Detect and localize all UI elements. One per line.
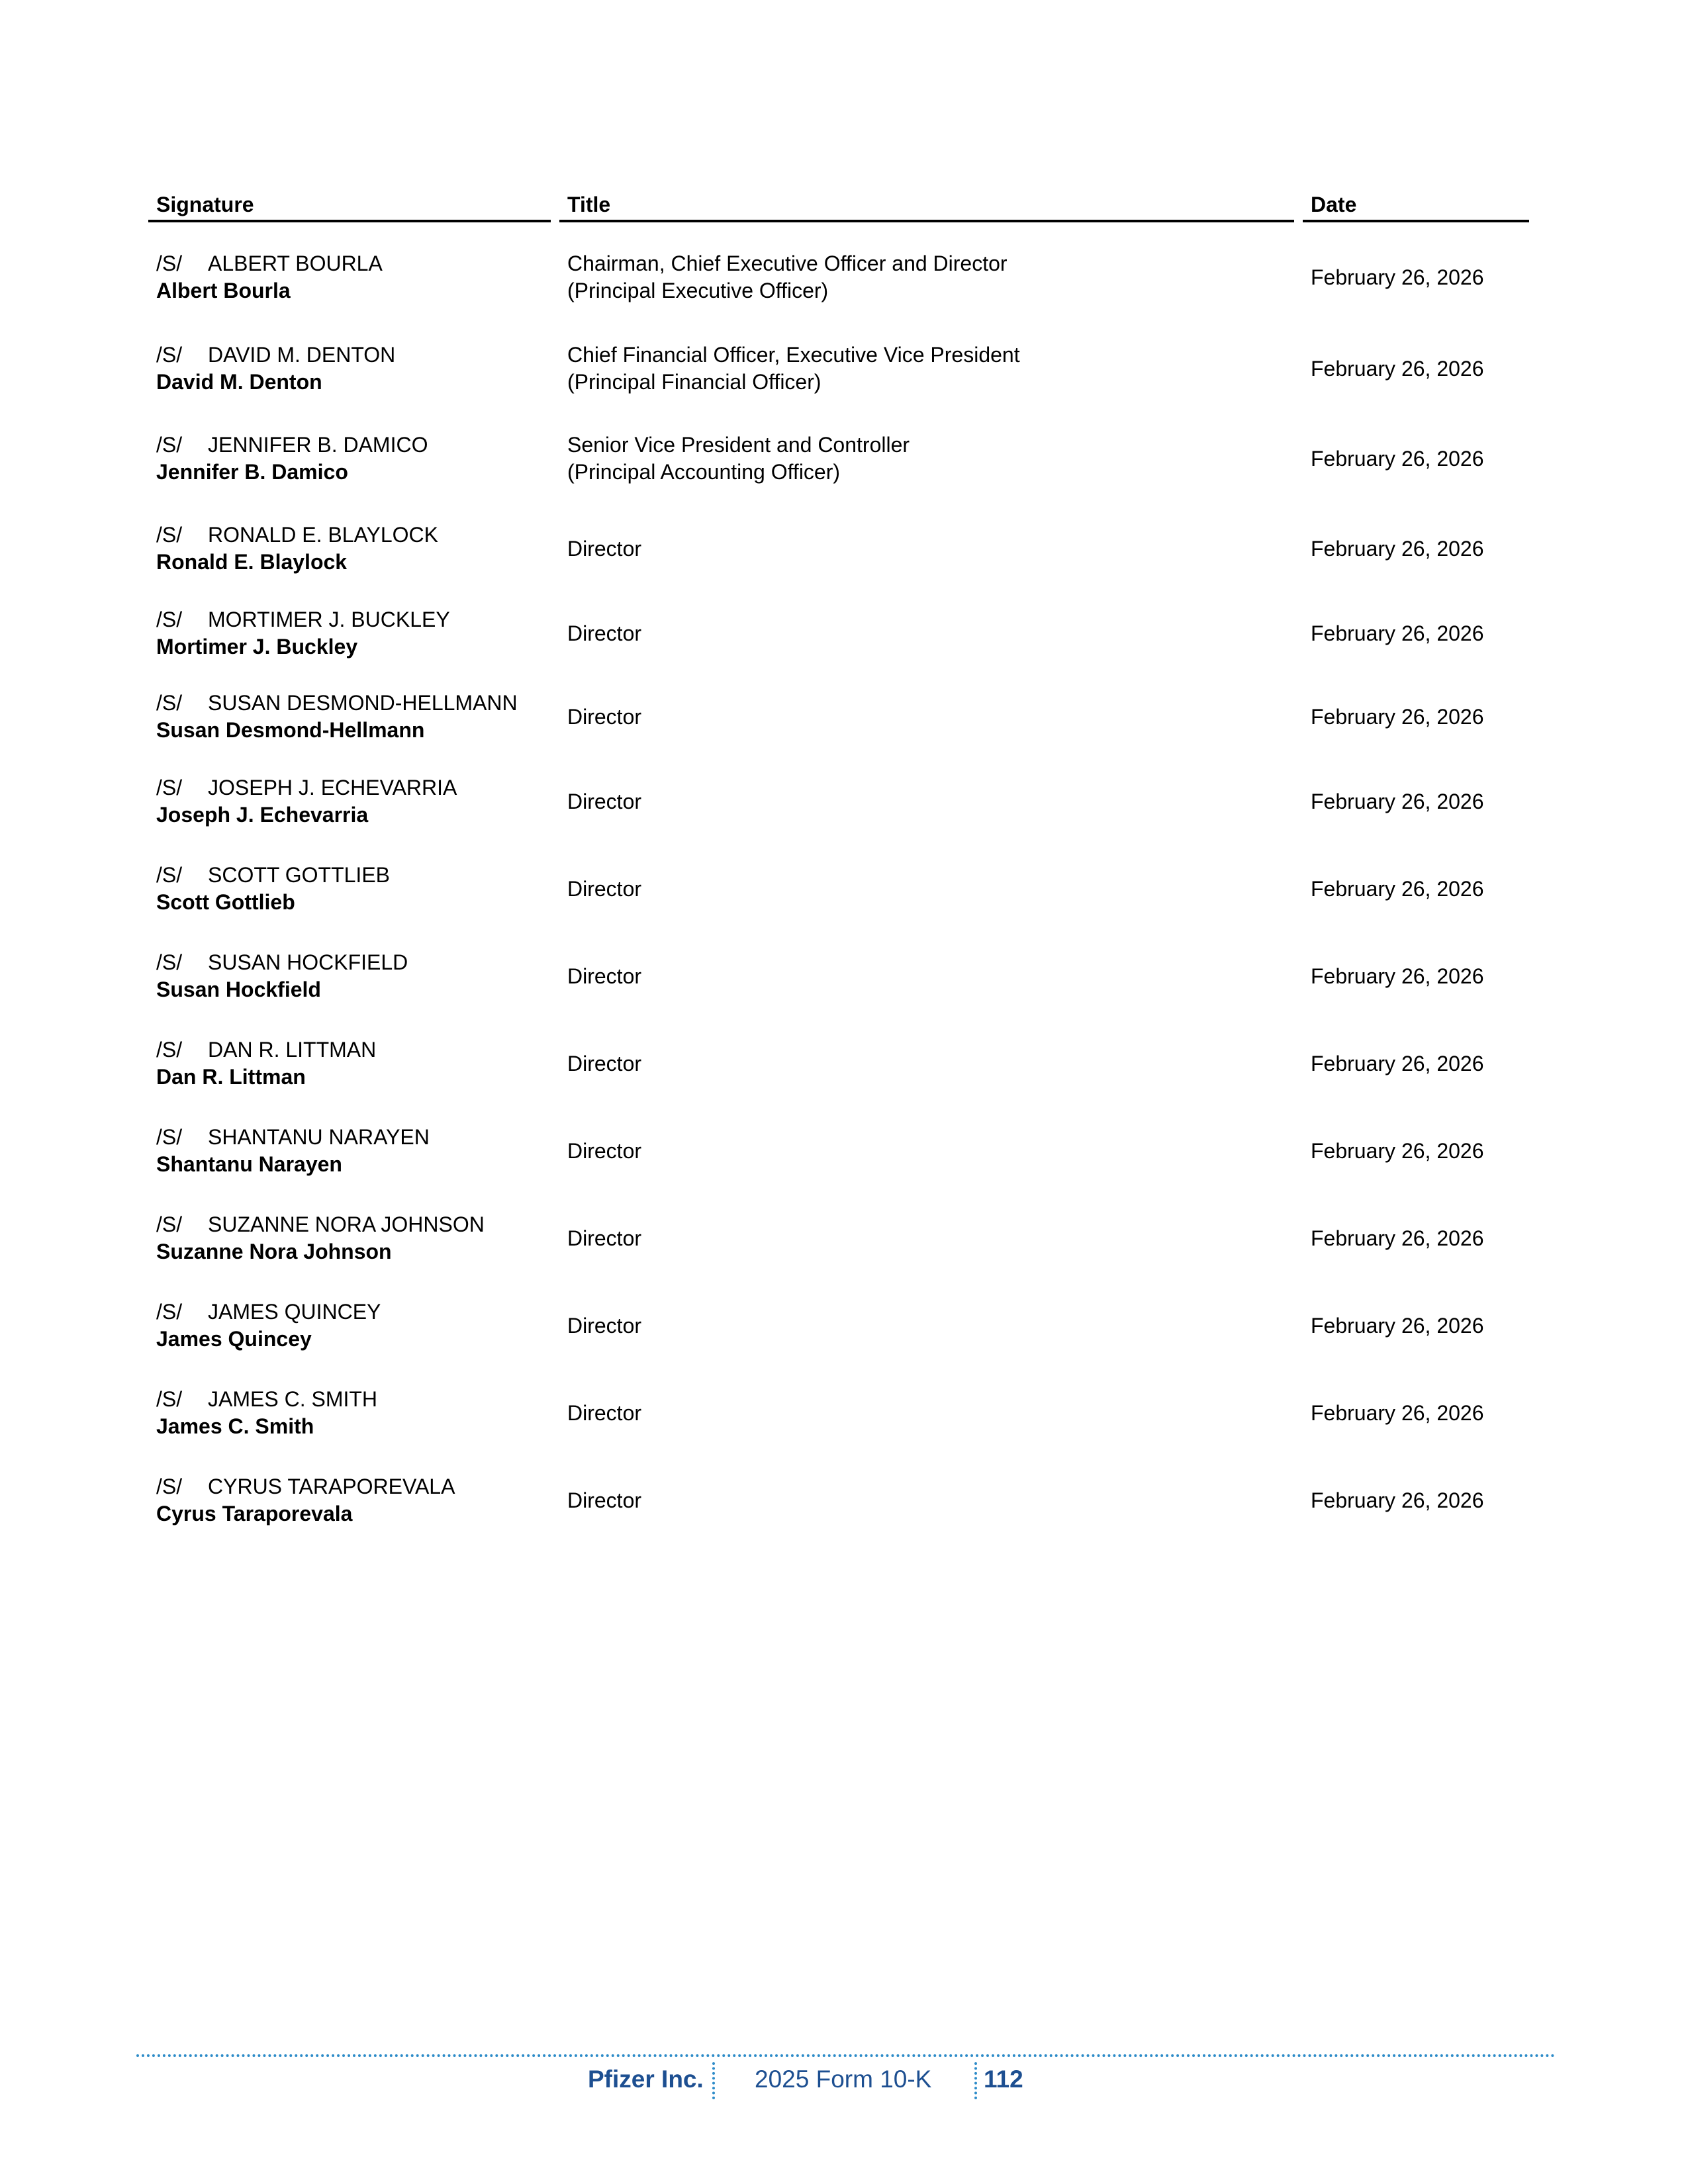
title-line-1: Director [567,704,642,729]
title-line-2: (Principal Executive Officer) [567,279,829,302]
signature-date: February 26, 2026 [1311,536,1484,561]
signer-name: Jennifer B. Damico [156,460,348,484]
signature-name-caps: SUSAN HOCKFIELD [208,950,408,974]
signature-name-caps: JAMES QUINCEY [208,1300,381,1324]
signature-name-caps: SHANTANU NARAYEN [208,1125,430,1149]
signature-date: February 26, 2026 [1311,356,1484,381]
date-cell [1311,690,1536,744]
signature-date: February 26, 2026 [1311,876,1484,901]
title-line-1: Director [567,1400,642,1425]
signature-row [0,949,1688,1003]
signature-name-caps: SCOTT GOTTLIEB [208,863,390,887]
signature-cell [156,1124,553,1178]
signature-mark: /S/ [156,1038,183,1062]
date-cell [1311,774,1536,829]
signature-cell [156,341,553,396]
signature-row [0,774,1688,829]
signature-name-caps: SUSAN DESMOND-HELLMANN [208,691,518,715]
signature-cell [156,774,553,829]
signature-name-caps: ALBERT BOURLA [208,251,383,275]
signature-cell [156,606,553,660]
signature-mark: /S/ [156,863,183,887]
signer-name: Suzanne Nora Johnson [156,1240,392,1263]
signer-name: Dan R. Littman [156,1065,306,1089]
footer-separator [974,2062,977,2099]
column-header-signature [148,187,551,222]
date-cell [1311,432,1536,486]
signature-date: February 26, 2026 [1311,1138,1484,1163]
signature-cell [156,1211,553,1265]
signature-cell [156,862,553,916]
signer-name: Albert Bourla [156,279,291,302]
signature-row [0,1473,1688,1527]
date-cell [1311,341,1536,396]
signature-date: February 26, 2026 [1311,1313,1484,1338]
signer-name: Susan Desmond-Hellmann [156,718,425,742]
signer-name: Susan Hockfield [156,978,321,1001]
signature-cell [156,522,553,576]
footer-company-name: Pfizer Inc. [588,2066,704,2093]
signature-mark: /S/ [156,1125,183,1149]
signature-row [0,432,1688,486]
signature-name-caps: CYRUS TARAPOREVALA [208,1475,455,1498]
date-cell [1311,1211,1536,1265]
signature-mark: /S/ [156,251,183,275]
signature-cell [156,1298,553,1353]
signature-date: February 26, 2026 [1311,704,1484,729]
title-line-1: Director [567,536,642,561]
signer-name: Ronald E. Blaylock [156,550,348,574]
signature-date: February 26, 2026 [1311,621,1484,645]
title-cell [567,606,1295,660]
signature-mark: /S/ [156,608,183,631]
title-cell [567,690,1295,744]
signature-cell [156,949,553,1003]
title-line-1: Director [567,876,642,901]
title-cell [567,1124,1295,1178]
title-line-1: Director [567,964,642,988]
date-cell [1311,1298,1536,1353]
title-line-1: Chief Financial Officer, Executive Vice President [567,343,1020,367]
signer-name: Mortimer J. Buckley [156,635,358,659]
signature-date: February 26, 2026 [1311,1051,1484,1075]
title-line-1: Director [567,1051,642,1075]
signature-name-caps: DAN R. LITTMAN [208,1038,377,1062]
signature-name-caps: MORTIMER J. BUCKLEY [208,608,450,631]
title-cell [567,1036,1295,1091]
title-line-2: (Principal Accounting Officer) [567,460,841,484]
signature-mark: /S/ [156,776,183,799]
date-cell [1311,606,1536,660]
page-footer [0,2060,1688,2099]
date-cell [1311,1473,1536,1527]
date-cell [1311,250,1536,304]
title-line-1: Director [567,1313,642,1338]
title-line-1: Director [567,1226,642,1250]
signature-row [0,1386,1688,1440]
date-cell [1311,1036,1536,1091]
signature-row [0,522,1688,576]
signature-row [0,341,1688,396]
signature-row [0,1211,1688,1265]
signature-row [0,862,1688,916]
signature-date: February 26, 2026 [1311,446,1484,471]
signature-row [0,1298,1688,1353]
date-cell [1311,949,1536,1003]
signer-name: Scott Gottlieb [156,890,295,914]
signature-cell [156,250,553,304]
signature-mark: /S/ [156,523,183,547]
signature-date: February 26, 2026 [1311,1488,1484,1512]
signer-name: David M. Denton [156,370,322,394]
signer-name: Joseph J. Echevarria [156,803,369,827]
column-header-title-label: Title [567,193,611,216]
date-cell [1311,1386,1536,1440]
signature-date: February 26, 2026 [1311,1226,1484,1250]
signature-mark: /S/ [156,1475,183,1498]
signature-name-caps: JOSEPH J. ECHEVARRIA [208,776,457,799]
date-cell [1311,522,1536,576]
signature-name-caps: JENNIFER B. DAMICO [208,433,428,457]
title-cell [567,522,1295,576]
title-cell [567,1211,1295,1265]
signature-date: February 26, 2026 [1311,1400,1484,1425]
signature-cell [156,1386,553,1440]
title-line-1: Director [567,789,642,813]
title-line-1: Chairman, Chief Executive Officer and Director [567,251,1008,275]
signature-cell [156,432,553,486]
title-cell [567,250,1295,304]
signature-mark: /S/ [156,343,183,367]
signature-date: February 26, 2026 [1311,265,1484,289]
signature-date: February 26, 2026 [1311,964,1484,988]
page-number: 112 [984,2066,1023,2093]
signature-cell [156,1036,553,1091]
title-cell [567,1473,1295,1527]
title-line-2: (Principal Financial Officer) [567,370,821,394]
signature-row [0,250,1688,304]
signer-name: Cyrus Taraporevala [156,1502,353,1525]
signature-cell [156,690,553,744]
column-header-title [559,187,1294,222]
signature-name-caps: SUZANNE NORA JOHNSON [208,1212,485,1236]
footer-form-name: 2025 Form 10-K [755,2066,932,2093]
title-cell [567,432,1295,486]
title-line-1: Director [567,621,642,645]
signature-row [0,690,1688,744]
signature-mark: /S/ [156,950,183,974]
date-cell [1311,862,1536,916]
title-cell [567,949,1295,1003]
title-cell [567,341,1295,396]
title-cell [567,1386,1295,1440]
signature-row [0,1036,1688,1091]
signer-name: James C. Smith [156,1414,314,1438]
signature-mark: /S/ [156,1212,183,1236]
signature-date: February 26, 2026 [1311,789,1484,813]
signature-row [0,606,1688,660]
column-header-date [1303,187,1529,222]
signer-name: Shantanu Narayen [156,1152,342,1176]
signature-mark: /S/ [156,691,183,715]
signature-name-caps: JAMES C. SMITH [208,1387,378,1411]
signer-name: James Quincey [156,1327,312,1351]
signature-mark: /S/ [156,1300,183,1324]
footer-divider [136,2054,1556,2057]
column-header-date-label: Date [1311,193,1357,216]
signature-cell [156,1473,553,1527]
title-line-1: Director [567,1138,642,1163]
date-cell [1311,1124,1536,1178]
signature-row [0,1124,1688,1178]
footer-separator [712,2062,715,2099]
signature-name-caps: DAVID M. DENTON [208,343,396,367]
title-line-1: Director [567,1488,642,1512]
signature-mark: /S/ [156,433,183,457]
title-cell [567,1298,1295,1353]
title-cell [567,862,1295,916]
signature-mark: /S/ [156,1387,183,1411]
title-cell [567,774,1295,829]
signature-name-caps: RONALD E. BLAYLOCK [208,523,438,547]
title-line-1: Senior Vice President and Controller [567,433,910,457]
column-header-signature-label: Signature [156,193,254,216]
